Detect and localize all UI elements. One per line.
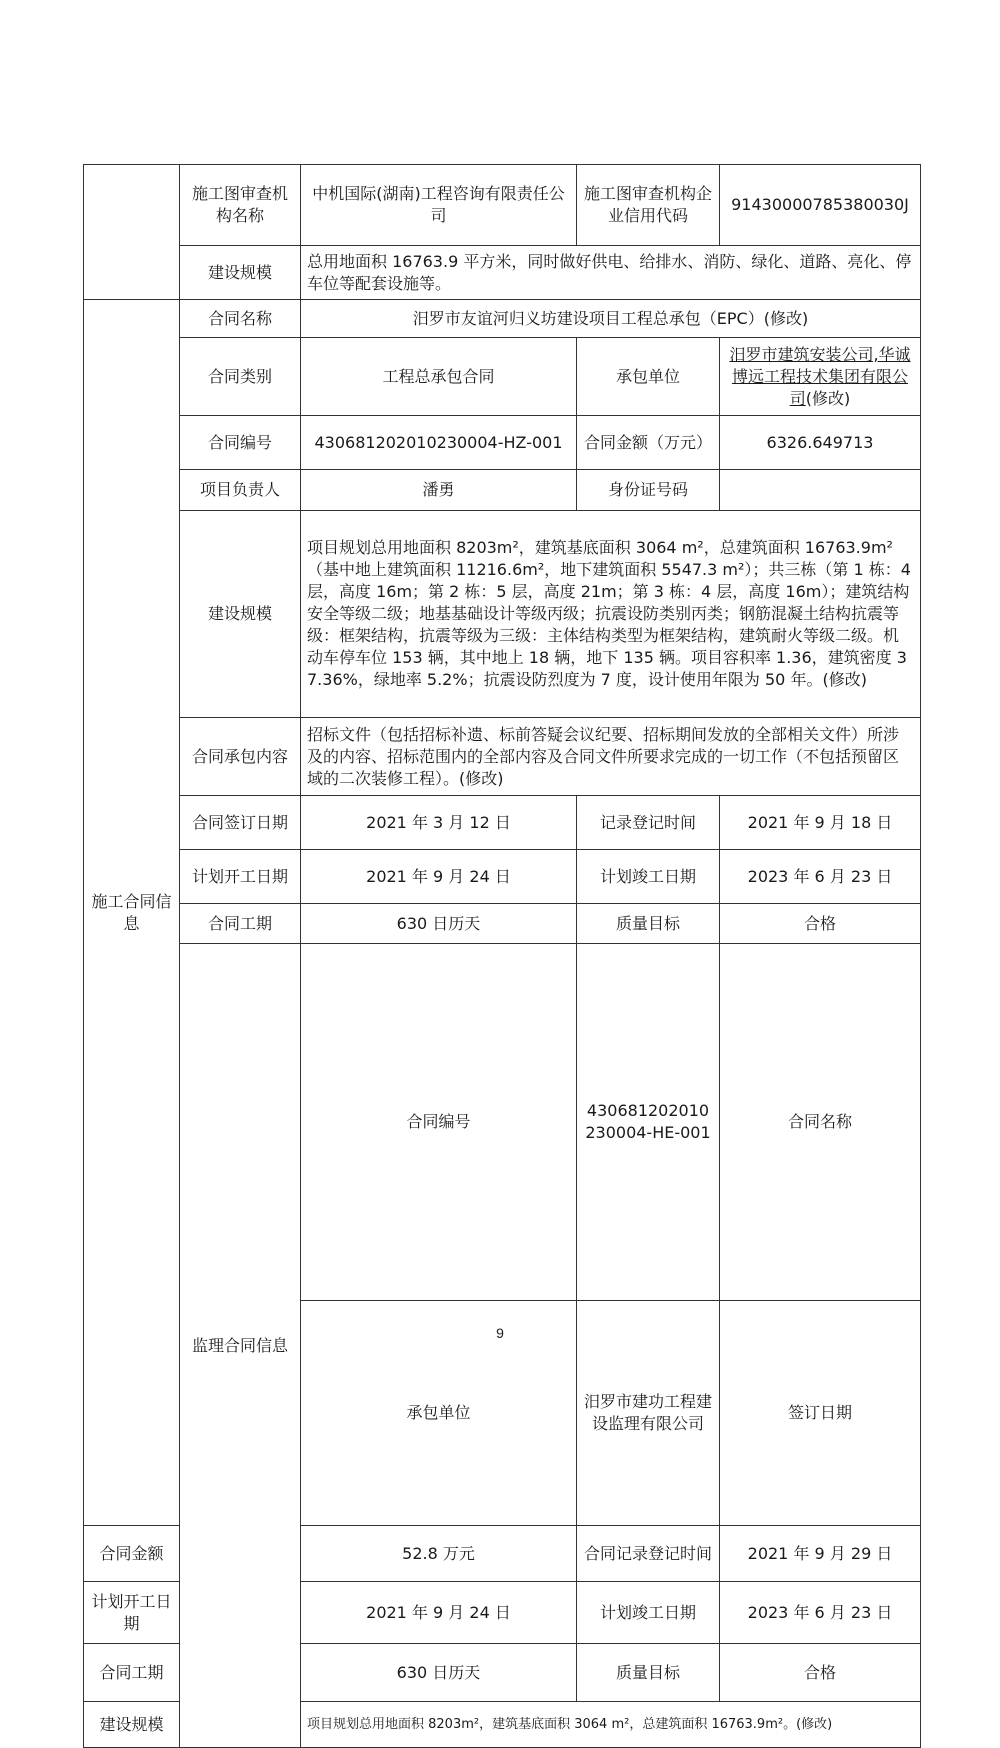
sign-date-label: 合同签订日期 [180,796,301,850]
sign-date-value: 2021 年 3 月 12 日 [301,796,577,850]
review-scale-label: 建设规模 [180,246,301,300]
contractor-names: 汨罗市建筑安装公司,华诚博远工程技术集团有限公司 [729,344,911,408]
contract-number-value: 430681202010230004-HZ-001 [301,416,577,470]
contract-name-label: 合同名称 [180,300,301,338]
contract-amount-value: 6326.649713 [720,416,921,470]
sup-scale-label: 建设规模 [84,1702,180,1748]
project-manager-label: 项目负责人 [180,470,301,511]
id-number-value [720,470,921,511]
sup-planned-start-value: 2021 年 9 月 24 日 [301,1582,577,1644]
planned-finish-value: 2023 年 6 月 23 日 [720,850,921,904]
table-row [84,850,921,904]
table-row [84,796,921,850]
contract-period-label: 合同工期 [180,904,301,944]
review-credit-code-value: 91430000785380030J [720,165,921,246]
sup-amount-value: 52.8 万元 [301,1526,577,1582]
planned-finish-label: 计划竣工日期 [577,850,720,904]
contract-period-value: 630 日历天 [301,904,577,944]
contract-type-value: 工程总承包合同 [301,338,577,416]
table-row [84,246,921,300]
table-row [84,944,921,1301]
planned-start-label: 计划开工日期 [180,850,301,904]
sup-record-date-value: 2021 年 9 月 29 日 [720,1526,921,1582]
sup-contractor-value: 汨罗市建功工程建设监理有限公司 [577,1301,720,1526]
quality-target-value: 合格 [720,904,921,944]
sup-planned-start-label: 计划开工日期 [84,1582,180,1644]
sup-quality-value: 合格 [720,1644,921,1702]
planned-start-value: 2021 年 9 月 24 日 [301,850,577,904]
table-row [84,904,921,944]
review-org-name-label: 施工图审查机构名称 [180,165,301,246]
sup-quality-label: 质量目标 [577,1644,720,1702]
sup-period-value: 630 日历天 [301,1644,577,1702]
sup-number-label: 合同编号 [301,944,577,1301]
sup-amount-label: 合同金额 [84,1526,180,1582]
construction-scale-value: 项目规划总用地面积 8203m²，建筑基底面积 3064 m²，总建筑面积 16763.9m²（基中地上建筑面积 11216.6m²，地下建筑面积 5547.3 m²）；共三栋（第 1 栋：4 层，高度 16m；第 2 栋：5 层，高度 21m；第 3 栋：4 层，高度 16m）；建筑结构安全等级二级；地基基础设计等级丙级；抗震设防类别丙类；钢筋混凝土结构抗震等级：框架结构，抗震等级为三级：主体结构类型为框架结构，建筑耐火等级二级。机动车停车位 153 辆，其中地上 18 辆，地下 135 辆。项目容积率 1.36，建筑密度 37.36%，绿地率 5.2%；抗震设防烈度为 7 度，设计使用年限为 50 年。(修改) [301,511,921,718]
contract-name-value: 汨罗市友谊河归义坊建设项目工程总承包（EPC）(修改) [301,300,921,338]
contract-amount-label: 合同金额（万元） [577,416,720,470]
sup-sign-date-label: 签订日期 [720,1301,921,1526]
contractor-value [720,338,921,416]
table-row [84,718,921,796]
sup-name-label: 合同名称 [720,944,921,1301]
table-row [84,300,921,338]
construction-section-label: 施工合同信息 [84,300,180,1526]
page-number: 9 [496,1325,504,1341]
record-date-value: 2021 年 9 月 18 日 [720,796,921,850]
table-row [84,416,921,470]
supervision-section-label: 监理合同信息 [180,944,301,1748]
table-row [84,165,921,246]
contractor-label: 承包单位 [577,338,720,416]
review-org-name-value: 中机国际(湖南)工程咨询有限责任公司 [301,165,577,246]
sup-record-date-label: 合同记录登记时间 [577,1526,720,1582]
sup-number-value: 430681202010230004-HE-001 [577,944,720,1301]
record-date-label: 记录登记时间 [577,796,720,850]
sup-scale-value: 项目规划总用地面积 8203m²，建筑基底面积 3064 m²，总建筑面积 16763.9m²。(修改) [301,1702,921,1748]
project-info-table [83,164,921,1748]
quality-target-label: 质量目标 [577,904,720,944]
sup-planned-finish-value: 2023 年 6 月 23 日 [720,1582,921,1644]
review-scale-value: 总用地面积 16763.9 平方米，同时做好供电、给排水、消防、绿化、道路、亮化、停车位等配套设施等。 [301,246,921,300]
contractor-suffix: (修改) [805,388,851,408]
sup-period-label: 合同工期 [84,1644,180,1702]
contract-content-value: 招标文件（包括招标补遗、标前答疑会议纪要、招标期间发放的全部相关文件）所涉及的内容、招标范围内的全部内容及合同文件所要求完成的一切工作（不包括预留区域的二次装修工程）。(修改) [301,718,921,796]
sup-planned-finish-label: 计划竣工日期 [577,1582,720,1644]
blank-section-cell [84,165,180,300]
table-row [84,470,921,511]
review-credit-code-label: 施工图审查机构企业信用代码 [577,165,720,246]
contract-content-label: 合同承包内容 [180,718,301,796]
contract-type-label: 合同类别 [180,338,301,416]
table-row [84,338,921,416]
construction-scale-label: 建设规模 [180,511,301,718]
table-row [84,511,921,718]
id-number-label: 身份证号码 [577,470,720,511]
sup-contractor-label: 承包单位 [301,1301,577,1526]
project-manager-value: 潘勇 [301,470,577,511]
contract-number-label: 合同编号 [180,416,301,470]
